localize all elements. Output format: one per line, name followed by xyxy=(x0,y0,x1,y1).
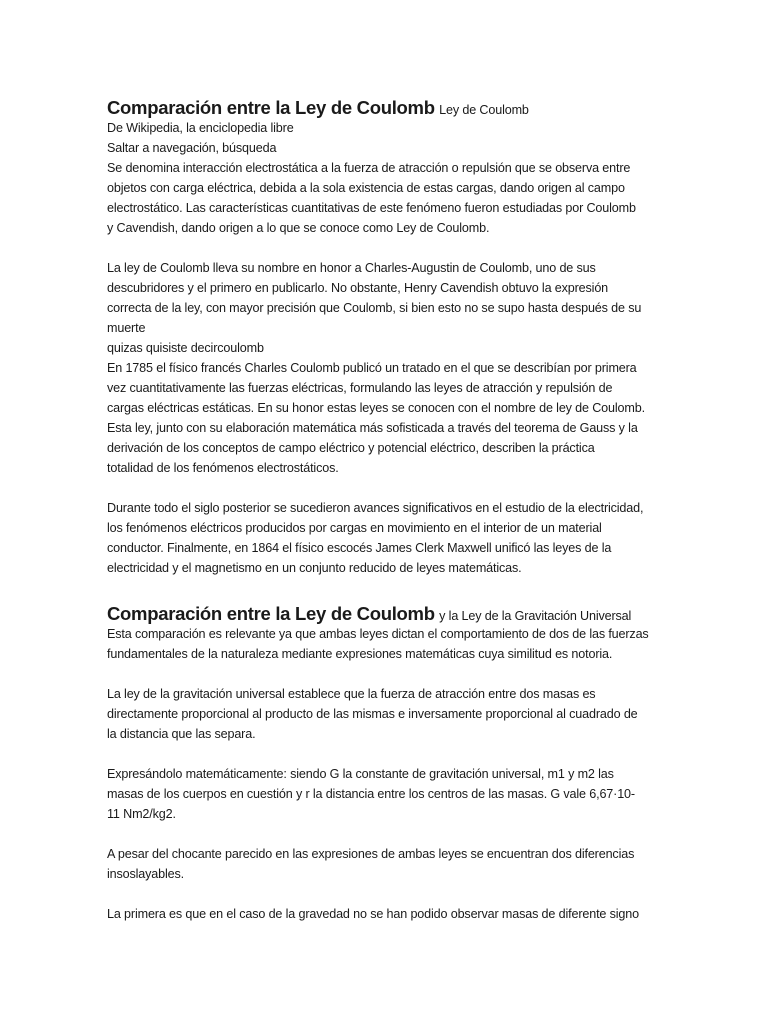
text-line: electrostático. Las características cuantitativas de este fenómeno fueron estudiadas por Coulomb xyxy=(107,201,636,215)
comparison-paragraph xyxy=(107,624,667,664)
text-line: Durante todo el siglo posterior se sucedieron avances significativos en el estudio de la electricidad, xyxy=(107,501,644,515)
text-line: descubridores y el primero en publicarlo. No obstante, Henry Cavendish obtuvo la expresión xyxy=(107,281,609,295)
text-line: A pesar del chocante parecido en las expresiones de ambas leyes se encuentran dos diferencias xyxy=(107,847,635,861)
paragraph-gap xyxy=(107,238,667,258)
text-line: totalidad de los fenómenos electrostáticos. xyxy=(107,461,339,475)
text-line: 11 Nm2/kg2. xyxy=(107,807,176,821)
text-line: insoslayables. xyxy=(107,867,185,881)
text-line: vez cuantitativamente las fuerzas eléctricas, formulando las leyes de atracción y repulsión de xyxy=(107,381,613,395)
text-line: En 1785 el físico francés Charles Coulomb publicó un tratado en el que se describían por primera xyxy=(107,361,637,375)
heading-sub-text: Ley de Coulomb xyxy=(439,103,529,117)
differences-paragraph xyxy=(107,844,667,884)
formula-paragraph xyxy=(107,764,667,824)
paragraph-gap xyxy=(107,664,667,684)
text-line: muerte xyxy=(107,321,146,335)
paragraph-gap xyxy=(107,824,667,844)
text-line: derivación de los conceptos de campo eléctrico y potencial eléctrico, describen la práctica xyxy=(107,441,595,455)
paragraph-gap xyxy=(107,884,667,904)
heading-main-text: Comparación entre la Ley de Coulomb xyxy=(107,603,435,624)
text-line: electricidad y el magnetismo en un conjunto reducido de leyes matemáticas. xyxy=(107,561,522,575)
text-line: la distancia que las separa. xyxy=(107,727,256,741)
paragraph-gap xyxy=(107,578,667,598)
text-line: La ley de la gravitación universal establece que la fuerza de atracción entre dos masas es xyxy=(107,687,596,701)
first-difference-paragraph xyxy=(107,904,667,924)
text-line: La primera es que en el caso de la gravedad no se han podido observar masas de diferente signo xyxy=(107,907,639,921)
text-line: Expresándolo matemáticamente: siendo G la constante de gravitación universal, m1 y m2 las xyxy=(107,767,614,781)
text-line: fundamentales de la naturaleza mediante expresiones matemáticas cuya similitud es notoria. xyxy=(107,647,613,661)
text-line: Saltar a navegación, búsqueda xyxy=(107,141,277,155)
text-line: cargas eléctricas estáticas. En su honor estas leyes se conocen con el nombre de ley de Coulomb. xyxy=(107,401,645,415)
text-line: directamente proporcional al producto de las mismas e inversamente proporcional al cuadrado de xyxy=(107,707,638,721)
text-line: los fenómenos eléctricos producidos por cargas en movimiento en el interior de un material xyxy=(107,521,602,535)
text-line: quizas quisiste decircoulomb xyxy=(107,341,264,355)
text-line: Esta comparación es relevante ya que ambas leyes dictan el comportamiento de dos de las fuerzas xyxy=(107,627,649,641)
text-line: objetos con carga eléctrica, debida a la sola existencia de estas cargas, dando origen al campo xyxy=(107,181,625,195)
paragraph-gap xyxy=(107,478,667,498)
text-line: correcta de la ley, con mayor precisión que Coulomb, si bien esto no se supo hasta después de su xyxy=(107,301,642,315)
paragraph-gap xyxy=(107,744,667,764)
heading-sub-text: y la Ley de la Gravitación Universal xyxy=(439,609,632,623)
text-line: Esta ley, junto con su elaboración matemática más sofisticada a través del teorema de Gauss y la xyxy=(107,421,638,435)
text-line: De Wikipedia, la enciclopedia libre xyxy=(107,121,294,135)
heading-main-text: Comparación entre la Ley de Coulomb xyxy=(107,97,435,118)
text-line: conductor. Finalmente, en 1864 el físico escocés James Clerk Maxwell unificó las leyes de la xyxy=(107,541,612,555)
text-line: y Cavendish, dando origen a lo que se conoce como Ley de Coulomb. xyxy=(107,221,490,235)
text-line: Se denomina interacción electrostática a la fuerza de atracción o repulsión que se observa entre xyxy=(107,161,631,175)
history-paragraph xyxy=(107,258,667,478)
maxwell-paragraph xyxy=(107,498,667,578)
gravitation-paragraph xyxy=(107,684,667,744)
document-body xyxy=(107,92,667,924)
text-line: La ley de Coulomb lleva su nombre en honor a Charles-Augustin de Coulomb, uno de sus xyxy=(107,261,596,275)
intro-paragraph xyxy=(107,118,667,238)
text-line: masas de los cuerpos en cuestión y r la distancia entre los centros de las masas. G vale 6,67·10- xyxy=(107,787,635,801)
